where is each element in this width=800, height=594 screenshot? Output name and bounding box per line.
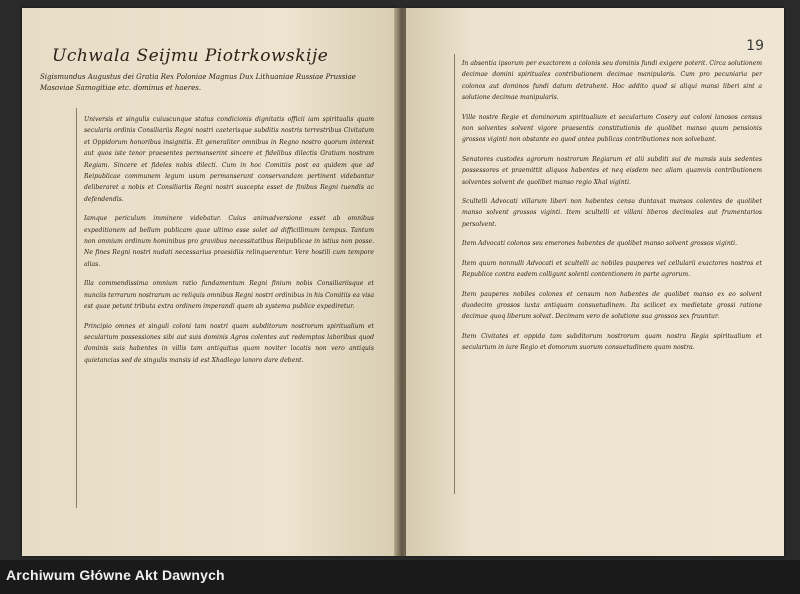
left-page-body [84,114,374,374]
paragraph: Item Civitates et oppida tam subditorum nostrorum quam nostra Regia spiritualium et secularium in iure Regio et domorum suorum consuetudinem quam nostra. [462,332,762,352]
margin-rule [76,108,77,508]
archive-footer [0,560,800,594]
folio-number: 19 [746,38,764,54]
margin-rule [454,54,455,494]
paragraph: Ville nostre Regie et dominorum spiritualium et secularium Cosery aut coloni lanosos census non solventes solvent vigore praesentis constitutionis de quolibet manso quum pensionis grossos viginti non obstante eo quod antea publicas contributiones non solvebant. [462,113,762,144]
paragraph: Item Advocati colonos seu emerones habentes de quolibet manso solvent grossos viginti. [462,240,738,248]
paragraph: Item quum nonnulli Advocati et scultelli ac nobiles pauperes vel cellularii exactores nostros et Republice contra eadem colligunt solenti contentionem in parte agrorum. [462,259,762,279]
paragraph: Iamque periculum imminere videbatur. Cuius animadversione esset ab omnibus expeditionem ad bellum publicam quae ultimo esse solet ad difficillimum tempus. Tantum non omnium ordinum hominibus pro gravibus necessitatibus Reipublicae in istius non posse. Ne fines Regni nostri nudati necessarius praesidiis relinquerentur. Vere hostili cum tempore alias. [84,215,374,268]
right-page [406,8,784,556]
manuscript-spread [22,8,784,556]
paragraph: Item pauperes nobiles colones et censum non habentes de quolibet manso ex eo solvent duodecim grossos iuxta antiquam consuetudinem. Ita scilicet ex medietate grossi ratione decimae quoq liberum solvat. Decimam vero de solutione sua grossos sex fruuntur. [462,290,762,321]
paragraph: Scultelli Advocati villarum liberi non habentes censu duntaxat mansos colentes de quolibet manso solvent grossos viginti. Item scultelli et villani liberos decimales aut frumentarios persolvent. [462,198,762,228]
paragraph: Illa commendissima omnium ratio fundamentum Regni finium nobis Consiliariisque et nunciis terrarum nostrarum ac reliquis omnibus Regni nostri ordinibus in his Comitiis ea visa est quae petunt tributa extra ordinem imperandi quam ab systema publice expediretur. [84,280,374,311]
left-page [22,8,398,556]
paragraph: Universis et singulis cuiuscunque status condicionis dignitatis officii iam spiritualis quam secularis ordinis Consiliariis Regni nostri caeterisque subditis nostris terrestribus Civitatum et Oppidorum honoribus insignitis. Et generaliter omnibus in Regno nostro quorum interest aut quos iste tenor praesentes permanserint sincere et fidelibus dilectis Gratiam nostram Regiam. Sincere et fideles nobis dilecti. Cum in hoc Comitiis post ea quidem que ad Reipublicae communem legum usum permanserunt conservandam pertinent videbantur deliberaret a nobis et Consiliariis Regni nostri suscepta esset de finibus Regni tuendis ac defendendis. [84,116,374,203]
intro-paragraph: Sigismundus Augustus dei Gratia Rex Poloniae Magnus Dux Lithuaniae Russiae Prussiae Masoviae Samogitiae etc. dominus et haeres. [40,73,356,92]
paragraph: Senatores custodes agrorum nostrorum Regiarum et alii subditi sui de mansis suis sedentes possessores et praemittit aliquos habentes et neq eisdem nec aliam quamvis contributionem solventes solvent de quolibet manso regio Xhal viginti. [462,155,762,186]
paragraph: Principio omnes et singuli coloni tam nostri quam subditorum nostrorum spiritualium et secularium possessiones sibi aut suis dominis Agros colentes aut redemptos laboribus quod dominis suis habentes in villis tam antiquitus quam noviter locatis non vero antiquis quietancias sed de singulis mansis id est Xhadlego lanoro dare debent. [84,322,374,364]
paragraph: In absentia ipsorum per exactorem a colonis seu dominis fundi exigere poterit. Circa solutionem decimae domini spirituales contributionem decimae manipularis. Cum pro pecuniaria per colonos aut dominos fundi datum detrahent. Hoc addito quod si aliqui mansi liberi sint a solutione decimae manipularis. [462,60,762,102]
page-heading: Uchwala Seijmu Piotrkowskije [52,46,329,66]
archive-name: Archiwum Główne Akt Dawnych [6,567,225,583]
right-page-body [462,58,762,362]
